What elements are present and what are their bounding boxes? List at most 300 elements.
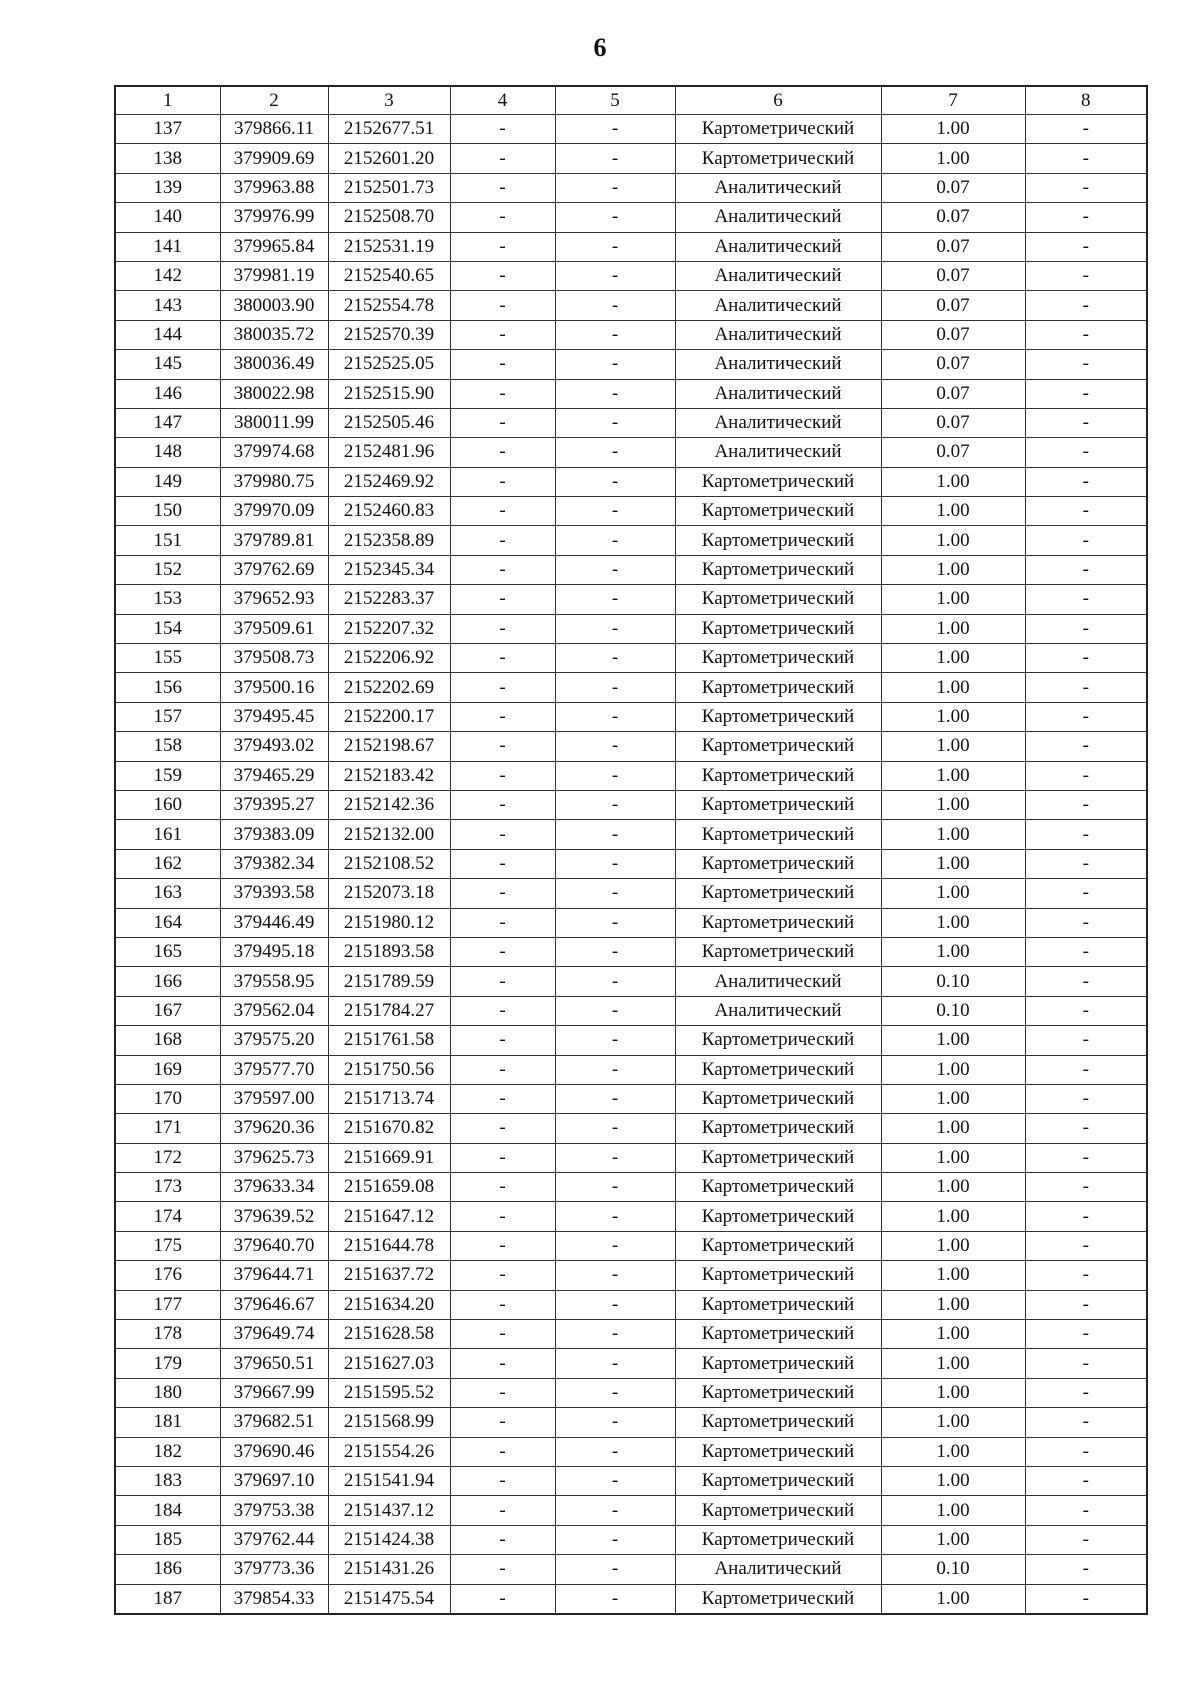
col5-cell: - xyxy=(555,879,675,908)
method-cell: Картометрический xyxy=(675,1114,881,1143)
point-number-cell: 170 xyxy=(115,1084,220,1113)
y-coordinate-cell: 2151437.12 xyxy=(328,1496,450,1525)
accuracy-cell: 1.00 xyxy=(881,790,1025,819)
table-row xyxy=(115,1496,1147,1525)
point-number-cell: 139 xyxy=(115,173,220,202)
x-coordinate-cell: 380036.49 xyxy=(220,350,328,379)
accuracy-cell: 0.10 xyxy=(881,1555,1025,1584)
y-coordinate-cell: 2151541.94 xyxy=(328,1466,450,1495)
accuracy-cell: 1.00 xyxy=(881,820,1025,849)
y-coordinate-cell: 2152073.18 xyxy=(328,879,450,908)
col5-cell: - xyxy=(555,1055,675,1084)
y-coordinate-cell: 2152207.32 xyxy=(328,614,450,643)
y-coordinate-cell: 2151789.59 xyxy=(328,967,450,996)
x-coordinate-cell: 379652.93 xyxy=(220,585,328,614)
point-number-cell: 152 xyxy=(115,555,220,584)
point-number-cell: 176 xyxy=(115,1261,220,1290)
y-coordinate-cell: 2151554.26 xyxy=(328,1437,450,1466)
col5-cell: - xyxy=(555,438,675,467)
method-cell: Картометрический xyxy=(675,614,881,643)
point-number-cell: 143 xyxy=(115,291,220,320)
col5-cell: - xyxy=(555,320,675,349)
col4-cell: - xyxy=(450,115,555,144)
x-coordinate-cell: 379509.61 xyxy=(220,614,328,643)
method-cell: Картометрический xyxy=(675,1290,881,1319)
col5-cell: - xyxy=(555,1084,675,1113)
point-number-cell: 167 xyxy=(115,996,220,1025)
method-cell: Картометрический xyxy=(675,879,881,908)
page-number: 6 xyxy=(593,33,607,62)
table-row xyxy=(115,1202,1147,1231)
accuracy-cell: 1.00 xyxy=(881,1026,1025,1055)
col8-cell: - xyxy=(1025,144,1147,173)
table-row xyxy=(115,1408,1147,1437)
col4-cell: - xyxy=(450,497,555,526)
col5-cell: - xyxy=(555,1231,675,1260)
y-coordinate-cell: 2152515.90 xyxy=(328,379,450,408)
x-coordinate-cell: 379620.36 xyxy=(220,1114,328,1143)
col5-cell: - xyxy=(555,408,675,437)
col8-cell: - xyxy=(1025,526,1147,555)
accuracy-cell: 1.00 xyxy=(881,1231,1025,1260)
method-cell: Картометрический xyxy=(675,1202,881,1231)
col4-cell: - xyxy=(450,526,555,555)
x-coordinate-cell: 379558.95 xyxy=(220,967,328,996)
accuracy-cell: 1.00 xyxy=(881,1290,1025,1319)
x-coordinate-cell: 379383.09 xyxy=(220,820,328,849)
col4-cell: - xyxy=(450,1055,555,1084)
col4-cell: - xyxy=(450,1378,555,1407)
point-number-cell: 174 xyxy=(115,1202,220,1231)
col5-cell: - xyxy=(555,1466,675,1495)
method-cell: Картометрический xyxy=(675,1261,881,1290)
x-coordinate-cell: 379646.67 xyxy=(220,1290,328,1319)
point-number-cell: 149 xyxy=(115,467,220,496)
point-number-cell: 163 xyxy=(115,879,220,908)
col4-cell: - xyxy=(450,1202,555,1231)
y-coordinate-cell: 2151647.12 xyxy=(328,1202,450,1231)
table-row xyxy=(115,614,1147,643)
col8-cell: - xyxy=(1025,379,1147,408)
y-coordinate-cell: 2152540.65 xyxy=(328,261,450,290)
y-coordinate-cell: 2151670.82 xyxy=(328,1114,450,1143)
point-number-cell: 158 xyxy=(115,732,220,761)
point-number-cell: 155 xyxy=(115,644,220,673)
table-row xyxy=(115,732,1147,761)
method-cell: Картометрический xyxy=(675,732,881,761)
col5-cell: - xyxy=(555,702,675,731)
col4-cell: - xyxy=(450,173,555,202)
point-number-cell: 146 xyxy=(115,379,220,408)
y-coordinate-cell: 2152481.96 xyxy=(328,438,450,467)
x-coordinate-cell: 379650.51 xyxy=(220,1349,328,1378)
y-coordinate-cell: 2151634.20 xyxy=(328,1290,450,1319)
table-row xyxy=(115,996,1147,1025)
y-coordinate-cell: 2151713.74 xyxy=(328,1084,450,1113)
point-number-cell: 153 xyxy=(115,585,220,614)
x-coordinate-cell: 379562.04 xyxy=(220,996,328,1025)
col5-cell: - xyxy=(555,467,675,496)
point-number-cell: 186 xyxy=(115,1555,220,1584)
accuracy-cell: 0.07 xyxy=(881,350,1025,379)
col8-cell: - xyxy=(1025,1525,1147,1554)
method-cell: Аналитический xyxy=(675,320,881,349)
point-number-cell: 140 xyxy=(115,203,220,232)
table-row xyxy=(115,379,1147,408)
col8-cell: - xyxy=(1025,555,1147,584)
method-cell: Картометрический xyxy=(675,1084,881,1113)
table-row xyxy=(115,467,1147,496)
col4-cell: - xyxy=(450,644,555,673)
table-row xyxy=(115,438,1147,467)
method-cell: Картометрический xyxy=(675,144,881,173)
point-number-cell: 159 xyxy=(115,761,220,790)
x-coordinate-cell: 379762.44 xyxy=(220,1525,328,1554)
col5-cell: - xyxy=(555,644,675,673)
accuracy-cell: 0.07 xyxy=(881,379,1025,408)
x-coordinate-cell: 379495.18 xyxy=(220,937,328,966)
col8-cell: - xyxy=(1025,1408,1147,1437)
col4-cell: - xyxy=(450,879,555,908)
method-cell: Картометрический xyxy=(675,820,881,849)
table-row xyxy=(115,849,1147,878)
header-cell: 5 xyxy=(555,86,675,115)
x-coordinate-cell: 379500.16 xyxy=(220,673,328,702)
col4-cell: - xyxy=(450,1290,555,1319)
method-cell: Аналитический xyxy=(675,350,881,379)
point-number-cell: 173 xyxy=(115,1173,220,1202)
accuracy-cell: 1.00 xyxy=(881,1114,1025,1143)
col4-cell: - xyxy=(450,1584,555,1614)
col4-cell: - xyxy=(450,614,555,643)
col5-cell: - xyxy=(555,673,675,702)
col8-cell: - xyxy=(1025,497,1147,526)
table-row xyxy=(115,585,1147,614)
point-number-cell: 144 xyxy=(115,320,220,349)
y-coordinate-cell: 2152601.20 xyxy=(328,144,450,173)
point-number-cell: 168 xyxy=(115,1026,220,1055)
col5-cell: - xyxy=(555,115,675,144)
col4-cell: - xyxy=(450,1084,555,1113)
accuracy-cell: 1.00 xyxy=(881,497,1025,526)
table-row xyxy=(115,408,1147,437)
col8-cell: - xyxy=(1025,232,1147,261)
point-number-cell: 142 xyxy=(115,261,220,290)
y-coordinate-cell: 2151568.99 xyxy=(328,1408,450,1437)
point-number-cell: 171 xyxy=(115,1114,220,1143)
point-number-cell: 160 xyxy=(115,790,220,819)
col8-cell: - xyxy=(1025,1143,1147,1172)
x-coordinate-cell: 379508.73 xyxy=(220,644,328,673)
point-number-cell: 187 xyxy=(115,1584,220,1614)
x-coordinate-cell: 379976.99 xyxy=(220,203,328,232)
x-coordinate-cell: 379625.73 xyxy=(220,1143,328,1172)
y-coordinate-cell: 2152200.17 xyxy=(328,702,450,731)
point-number-cell: 164 xyxy=(115,908,220,937)
table-row xyxy=(115,115,1147,144)
method-cell: Аналитический xyxy=(675,1555,881,1584)
x-coordinate-cell: 379682.51 xyxy=(220,1408,328,1437)
table-row xyxy=(115,173,1147,202)
col4-cell: - xyxy=(450,467,555,496)
accuracy-cell: 0.07 xyxy=(881,261,1025,290)
col4-cell: - xyxy=(450,379,555,408)
col4-cell: - xyxy=(450,408,555,437)
y-coordinate-cell: 2152469.92 xyxy=(328,467,450,496)
method-cell: Картометрический xyxy=(675,673,881,702)
accuracy-cell: 1.00 xyxy=(881,614,1025,643)
y-coordinate-cell: 2151784.27 xyxy=(328,996,450,1025)
accuracy-cell: 1.00 xyxy=(881,1320,1025,1349)
accuracy-cell: 1.00 xyxy=(881,115,1025,144)
method-cell: Картометрический xyxy=(675,1408,881,1437)
method-cell: Картометрический xyxy=(675,790,881,819)
y-coordinate-cell: 2152345.34 xyxy=(328,555,450,584)
y-coordinate-cell: 2151627.03 xyxy=(328,1349,450,1378)
accuracy-cell: 1.00 xyxy=(881,526,1025,555)
col8-cell: - xyxy=(1025,996,1147,1025)
accuracy-cell: 1.00 xyxy=(881,1466,1025,1495)
col5-cell: - xyxy=(555,555,675,584)
method-cell: Картометрический xyxy=(675,585,881,614)
x-coordinate-cell: 379495.45 xyxy=(220,702,328,731)
x-coordinate-cell: 379773.36 xyxy=(220,1555,328,1584)
header-cell: 2 xyxy=(220,86,328,115)
col5-cell: - xyxy=(555,1496,675,1525)
col5-cell: - xyxy=(555,291,675,320)
col8-cell: - xyxy=(1025,790,1147,819)
table-row xyxy=(115,1378,1147,1407)
table-row xyxy=(115,555,1147,584)
x-coordinate-cell: 379981.19 xyxy=(220,261,328,290)
col8-cell: - xyxy=(1025,438,1147,467)
accuracy-cell: 1.00 xyxy=(881,908,1025,937)
col4-cell: - xyxy=(450,1231,555,1260)
accuracy-cell: 0.07 xyxy=(881,408,1025,437)
y-coordinate-cell: 2152570.39 xyxy=(328,320,450,349)
table-header xyxy=(115,86,1147,115)
accuracy-cell: 1.00 xyxy=(881,144,1025,173)
col4-cell: - xyxy=(450,350,555,379)
col8-cell: - xyxy=(1025,761,1147,790)
table-body xyxy=(115,115,1147,1614)
x-coordinate-cell: 379974.68 xyxy=(220,438,328,467)
method-cell: Картометрический xyxy=(675,937,881,966)
col4-cell: - xyxy=(450,1173,555,1202)
col4-cell: - xyxy=(450,261,555,290)
col8-cell: - xyxy=(1025,644,1147,673)
y-coordinate-cell: 2152183.42 xyxy=(328,761,450,790)
accuracy-cell: 1.00 xyxy=(881,1173,1025,1202)
x-coordinate-cell: 379446.49 xyxy=(220,908,328,937)
col5-cell: - xyxy=(555,232,675,261)
col8-cell: - xyxy=(1025,1349,1147,1378)
point-number-cell: 161 xyxy=(115,820,220,849)
x-coordinate-cell: 379963.88 xyxy=(220,173,328,202)
method-cell: Аналитический xyxy=(675,379,881,408)
col8-cell: - xyxy=(1025,702,1147,731)
col5-cell: - xyxy=(555,1584,675,1614)
y-coordinate-cell: 2152358.89 xyxy=(328,526,450,555)
table-row xyxy=(115,203,1147,232)
x-coordinate-cell: 379633.34 xyxy=(220,1173,328,1202)
y-coordinate-cell: 2152460.83 xyxy=(328,497,450,526)
col4-cell: - xyxy=(450,438,555,467)
method-cell: Картометрический xyxy=(675,1496,881,1525)
col4-cell: - xyxy=(450,1525,555,1554)
col8-cell: - xyxy=(1025,908,1147,937)
col5-cell: - xyxy=(555,849,675,878)
x-coordinate-cell: 379909.69 xyxy=(220,144,328,173)
header-cell: 3 xyxy=(328,86,450,115)
method-cell: Картометрический xyxy=(675,761,881,790)
method-cell: Аналитический xyxy=(675,408,881,437)
accuracy-cell: 1.00 xyxy=(881,702,1025,731)
col4-cell: - xyxy=(450,937,555,966)
table-row xyxy=(115,1084,1147,1113)
method-cell: Аналитический xyxy=(675,967,881,996)
x-coordinate-cell: 379980.75 xyxy=(220,467,328,496)
col8-cell: - xyxy=(1025,291,1147,320)
col8-cell: - xyxy=(1025,1555,1147,1584)
col8-cell: - xyxy=(1025,967,1147,996)
accuracy-cell: 1.00 xyxy=(881,1261,1025,1290)
col5-cell: - xyxy=(555,1408,675,1437)
table-row xyxy=(115,790,1147,819)
table-row xyxy=(115,320,1147,349)
method-cell: Картометрический xyxy=(675,849,881,878)
x-coordinate-cell: 379753.38 xyxy=(220,1496,328,1525)
table-row xyxy=(115,1466,1147,1495)
table-row xyxy=(115,1437,1147,1466)
x-coordinate-cell: 379866.11 xyxy=(220,115,328,144)
accuracy-cell: 1.00 xyxy=(881,761,1025,790)
x-coordinate-cell: 379493.02 xyxy=(220,732,328,761)
method-cell: Картометрический xyxy=(675,1466,881,1495)
table-row xyxy=(115,879,1147,908)
accuracy-cell: 1.00 xyxy=(881,879,1025,908)
table-row xyxy=(115,1584,1147,1614)
y-coordinate-cell: 2151669.91 xyxy=(328,1143,450,1172)
col8-cell: - xyxy=(1025,408,1147,437)
point-number-cell: 181 xyxy=(115,1408,220,1437)
x-coordinate-cell: 379965.84 xyxy=(220,232,328,261)
table-row xyxy=(115,908,1147,937)
col4-cell: - xyxy=(450,702,555,731)
x-coordinate-cell: 380035.72 xyxy=(220,320,328,349)
col8-cell: - xyxy=(1025,1584,1147,1614)
accuracy-cell: 1.00 xyxy=(881,467,1025,496)
accuracy-cell: 1.00 xyxy=(881,1055,1025,1084)
table-row xyxy=(115,144,1147,173)
col8-cell: - xyxy=(1025,115,1147,144)
method-cell: Аналитический xyxy=(675,996,881,1025)
col4-cell: - xyxy=(450,790,555,819)
col8-cell: - xyxy=(1025,173,1147,202)
y-coordinate-cell: 2151595.52 xyxy=(328,1378,450,1407)
point-number-cell: 182 xyxy=(115,1437,220,1466)
col4-cell: - xyxy=(450,967,555,996)
x-coordinate-cell: 379690.46 xyxy=(220,1437,328,1466)
point-number-cell: 137 xyxy=(115,115,220,144)
point-number-cell: 172 xyxy=(115,1143,220,1172)
y-coordinate-cell: 2152677.51 xyxy=(328,115,450,144)
x-coordinate-cell: 379465.29 xyxy=(220,761,328,790)
table-row xyxy=(115,261,1147,290)
col8-cell: - xyxy=(1025,350,1147,379)
header-cell: 1 xyxy=(115,86,220,115)
method-cell: Картометрический xyxy=(675,1349,881,1378)
col4-cell: - xyxy=(450,555,555,584)
col8-cell: - xyxy=(1025,732,1147,761)
table-row xyxy=(115,526,1147,555)
table-row xyxy=(115,1114,1147,1143)
accuracy-cell: 0.07 xyxy=(881,173,1025,202)
col4-cell: - xyxy=(450,1555,555,1584)
col8-cell: - xyxy=(1025,1496,1147,1525)
accuracy-cell: 1.00 xyxy=(881,1202,1025,1231)
col4-cell: - xyxy=(450,849,555,878)
y-coordinate-cell: 2152132.00 xyxy=(328,820,450,849)
x-coordinate-cell: 379382.34 xyxy=(220,849,328,878)
point-number-cell: 156 xyxy=(115,673,220,702)
accuracy-cell: 1.00 xyxy=(881,555,1025,584)
col8-cell: - xyxy=(1025,1173,1147,1202)
y-coordinate-cell: 2152501.73 xyxy=(328,173,450,202)
table-row xyxy=(115,1026,1147,1055)
point-number-cell: 150 xyxy=(115,497,220,526)
accuracy-cell: 0.10 xyxy=(881,967,1025,996)
method-cell: Картометрический xyxy=(675,467,881,496)
y-coordinate-cell: 2151431.26 xyxy=(328,1555,450,1584)
y-coordinate-cell: 2151761.58 xyxy=(328,1026,450,1055)
point-number-cell: 184 xyxy=(115,1496,220,1525)
accuracy-cell: 1.00 xyxy=(881,1496,1025,1525)
col4-cell: - xyxy=(450,320,555,349)
point-number-cell: 157 xyxy=(115,702,220,731)
method-cell: Аналитический xyxy=(675,203,881,232)
col8-cell: - xyxy=(1025,1114,1147,1143)
y-coordinate-cell: 2152108.52 xyxy=(328,849,450,878)
col8-cell: - xyxy=(1025,203,1147,232)
table-row xyxy=(115,1290,1147,1319)
y-coordinate-cell: 2152531.19 xyxy=(328,232,450,261)
col4-cell: - xyxy=(450,1261,555,1290)
x-coordinate-cell: 379575.20 xyxy=(220,1026,328,1055)
x-coordinate-cell: 379970.09 xyxy=(220,497,328,526)
method-cell: Картометрический xyxy=(675,555,881,584)
accuracy-cell: 0.07 xyxy=(881,320,1025,349)
method-cell: Картометрический xyxy=(675,1525,881,1554)
x-coordinate-cell: 379789.81 xyxy=(220,526,328,555)
col8-cell: - xyxy=(1025,1055,1147,1084)
col5-cell: - xyxy=(555,908,675,937)
accuracy-cell: 1.00 xyxy=(881,1525,1025,1554)
col5-cell: - xyxy=(555,1026,675,1055)
accuracy-cell: 0.07 xyxy=(881,438,1025,467)
y-coordinate-cell: 2151424.38 xyxy=(328,1525,450,1554)
col4-cell: - xyxy=(450,1320,555,1349)
col4-cell: - xyxy=(450,1114,555,1143)
method-cell: Картометрический xyxy=(675,497,881,526)
col5-cell: - xyxy=(555,1143,675,1172)
col5-cell: - xyxy=(555,350,675,379)
method-cell: Аналитический xyxy=(675,232,881,261)
point-number-cell: 178 xyxy=(115,1320,220,1349)
point-number-cell: 179 xyxy=(115,1349,220,1378)
col5-cell: - xyxy=(555,732,675,761)
accuracy-cell: 0.07 xyxy=(881,203,1025,232)
